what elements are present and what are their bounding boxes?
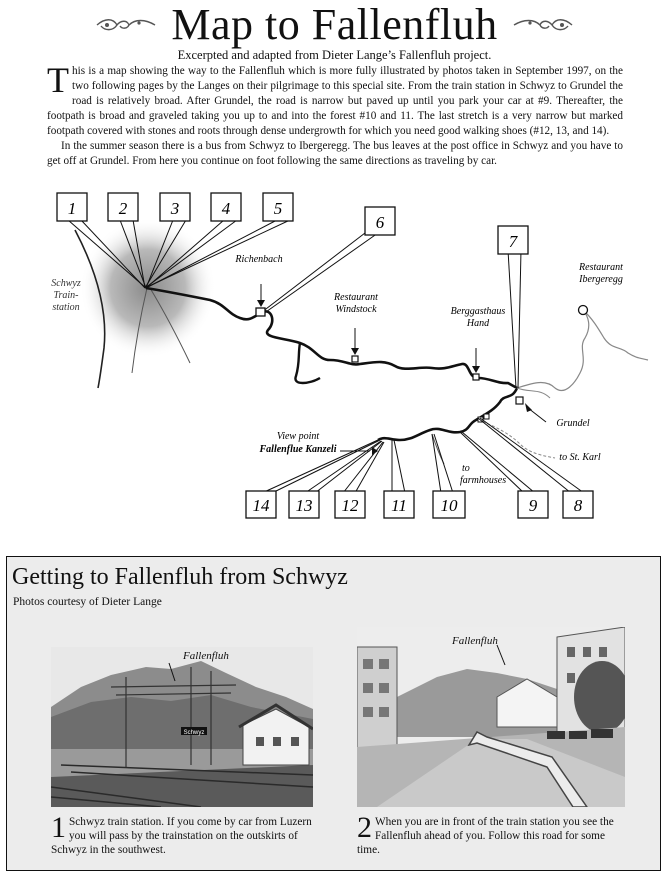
richenbach-marker (256, 308, 265, 316)
intro-text (47, 60, 623, 169)
map-number-4: 4 (221, 199, 231, 218)
map-number-13: 13 (295, 496, 313, 515)
photo2-fallenfluh-label: Fallenfluh (452, 635, 498, 647)
map-number-7: 7 (508, 232, 518, 251)
caption-1 (51, 811, 313, 857)
left-ornament-icon (95, 16, 157, 34)
station-sign: Schwyz (183, 730, 205, 736)
map-number-12: 12 (341, 496, 359, 515)
photo-road-ahead (357, 627, 625, 807)
map-number-9: 9 (528, 496, 538, 515)
photo-credit: Photos courtesy of Dieter Lange (13, 596, 162, 608)
right-ornament-icon (512, 16, 574, 34)
grundel-marker (516, 397, 523, 404)
road-to-ibergeregg (517, 310, 589, 390)
caption-2 (357, 811, 627, 857)
label-schwyz-train: Train- (53, 290, 79, 301)
label-ibergeregg-1: Restaurant (579, 262, 623, 273)
caption-1-text: Schwyz train station. If you come by car from Luzern you will pass by the trainstation on the outskirts of Schwyz in the southwest. (51, 816, 312, 856)
getting-there-panel (6, 556, 661, 871)
map-number-14: 14 (252, 496, 270, 515)
subtitle: Excerpted and adapted from Dieter Lange’s Fallenfluh project. (177, 48, 492, 62)
caption-2-number: 2 (357, 811, 372, 844)
photo1-fallenfluh-label: Fallenfluh (183, 650, 229, 662)
label-farmhouses-2: farmhouses (460, 475, 507, 486)
label-schwyz-station: station (52, 302, 80, 313)
label-berggasthaus-2: Hand (466, 318, 490, 329)
route-map (0, 188, 669, 523)
drop-cap: T (47, 60, 69, 100)
label-farmhouses-1: to (462, 463, 470, 474)
map-number-3: 3 (170, 199, 180, 218)
caption-2-text: When you are in front of the train station you see the Fallenfluh ahead of you. Follow this road for some time. (357, 816, 614, 856)
caption-1-number: 1 (51, 811, 66, 844)
title-row (0, 2, 669, 48)
label-schwyz: Schwyz (51, 278, 81, 289)
berggasthaus-marker (473, 374, 479, 380)
map-number-1: 1 (67, 199, 77, 218)
map-number-6: 6 (375, 213, 385, 232)
label-viewpoint-1: View point (276, 431, 320, 442)
label-berggasthaus-1: Berggasthaus (450, 306, 506, 317)
map-number-5: 5 (273, 199, 283, 218)
map-number-11: 11 (391, 496, 407, 515)
label-viewpoint-2: Fallenflue Kanzeli (259, 444, 337, 455)
label-st-karl: to St. Karl (559, 452, 601, 463)
label-richenbach: Richenbach (235, 254, 283, 265)
section-title: Getting to Fallenfluh from Schwyz (12, 564, 348, 590)
photo-train-station (51, 647, 313, 807)
page-title: Map to Fallenfluh (171, 0, 498, 49)
label-windstock-1: Restaurant (334, 292, 378, 303)
map-number-8: 8 (573, 496, 583, 515)
map-number-10: 10 (440, 496, 458, 515)
label-ibergeregg-2: Ibergeregg (579, 274, 623, 285)
label-windstock-2: Windstock (335, 304, 377, 315)
intro-paragraph-1: his is a map showing the way to the Fallenfluh which is more fully illustrated by photos taken in September 1997, on the two following pages by the Langes on their pilgrimage to this special site. From the train station in Schwyz to Grundel the road is relatively broad. After Grundel, the road is narrow but paved up until you park your car at #9. Thereafter, the footpath is broad and graveled taking you up to and into the forest #10 and 11. The last stretch is a very narrow but marked footpath covered with stones and roots through dense undergrowth for which you need good walking shoes (#12, 13, and 14). (47, 65, 623, 137)
ibergeregg-marker (579, 306, 588, 315)
intro-paragraph-2: In the summer season there is a bus from Schwyz to Ibergeregg. The bus leaves at the post office in Schwyz and you have to get off at Grundel. From here you continue on foot following the same directions as traveling by car. (47, 140, 623, 167)
windstock-marker (352, 356, 358, 362)
label-grundel: Grundel (556, 418, 590, 429)
road-to-st-karl (478, 420, 555, 458)
map-number-2: 2 (118, 199, 128, 218)
